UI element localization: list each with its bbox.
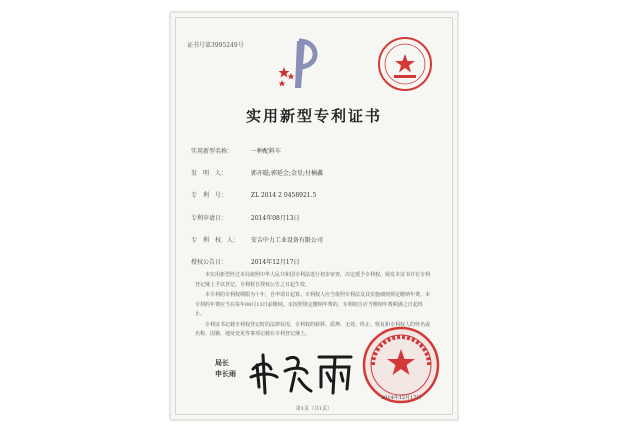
field-value: 郭亦聪;郭延会;金星;付楠鑫 xyxy=(250,170,323,177)
patent-certificate xyxy=(170,12,458,420)
field-application-date xyxy=(191,213,299,222)
certificate-number: 证书号第3995249号 xyxy=(187,42,244,49)
certificate-title: 实用新型专利证书 xyxy=(245,107,382,125)
official-seal-icon xyxy=(361,325,441,405)
field-utility-model-name xyxy=(191,146,281,155)
body-paragraph: 本专利的专利权期限为十年，自申请日起算。专利权人应当依照专利法及其实施细则规定缴纳年费。本专利的年费应当在每年08月13日前缴纳。未按照规定缴纳年费的，专利权自应当缴纳年费期满之日起终止。 xyxy=(195,292,431,317)
body-paragraph: 专利证书记载专利权登记时的法律状况。专利权的转移、质押、无效、终止、恢复和专利权人的姓名或名称、国籍、地址变更等事项记载在专利登记簿上。 xyxy=(195,321,431,337)
director-label: 局长 xyxy=(215,358,229,367)
field-patentee xyxy=(191,235,323,244)
field-label: 实用新型名称： xyxy=(191,148,234,155)
registration-seal-icon xyxy=(376,35,434,93)
field-label: 专 利 号： xyxy=(191,192,228,199)
field-value: 安吉中力工业设备有限公司 xyxy=(250,237,323,244)
field-grant-date xyxy=(191,257,299,266)
body-paragraph: 本实用新型经过本局依照中华人民共和国专利法进行初步审查，决定授予专利权，颁发本证书并在专利登记簿上予以登记。专利权自授权公告之日起生效。 xyxy=(195,272,431,288)
field-label: 专 利 权 人： xyxy=(191,237,240,244)
field-label: 发 明 人： xyxy=(191,170,228,177)
field-label: 授权公告日： xyxy=(191,259,228,266)
field-label: 专利申请日： xyxy=(191,215,228,222)
issue-date: 2014年12月17日 xyxy=(381,395,422,401)
page-footer: 第1页（共1页） xyxy=(295,406,333,412)
field-value: 一种配料车 xyxy=(250,148,281,155)
director-name-label: 申长雨 xyxy=(215,369,236,378)
director-signature-icon xyxy=(247,347,357,397)
sipo-logo-icon xyxy=(275,33,325,93)
field-value: ZL 2014 2 0458921.5 xyxy=(250,192,317,199)
field-patent-number xyxy=(191,190,316,199)
field-value: 2014年12月17日 xyxy=(250,259,300,266)
field-value: 2014年08月13日 xyxy=(250,215,300,222)
field-inventors xyxy=(191,168,323,177)
